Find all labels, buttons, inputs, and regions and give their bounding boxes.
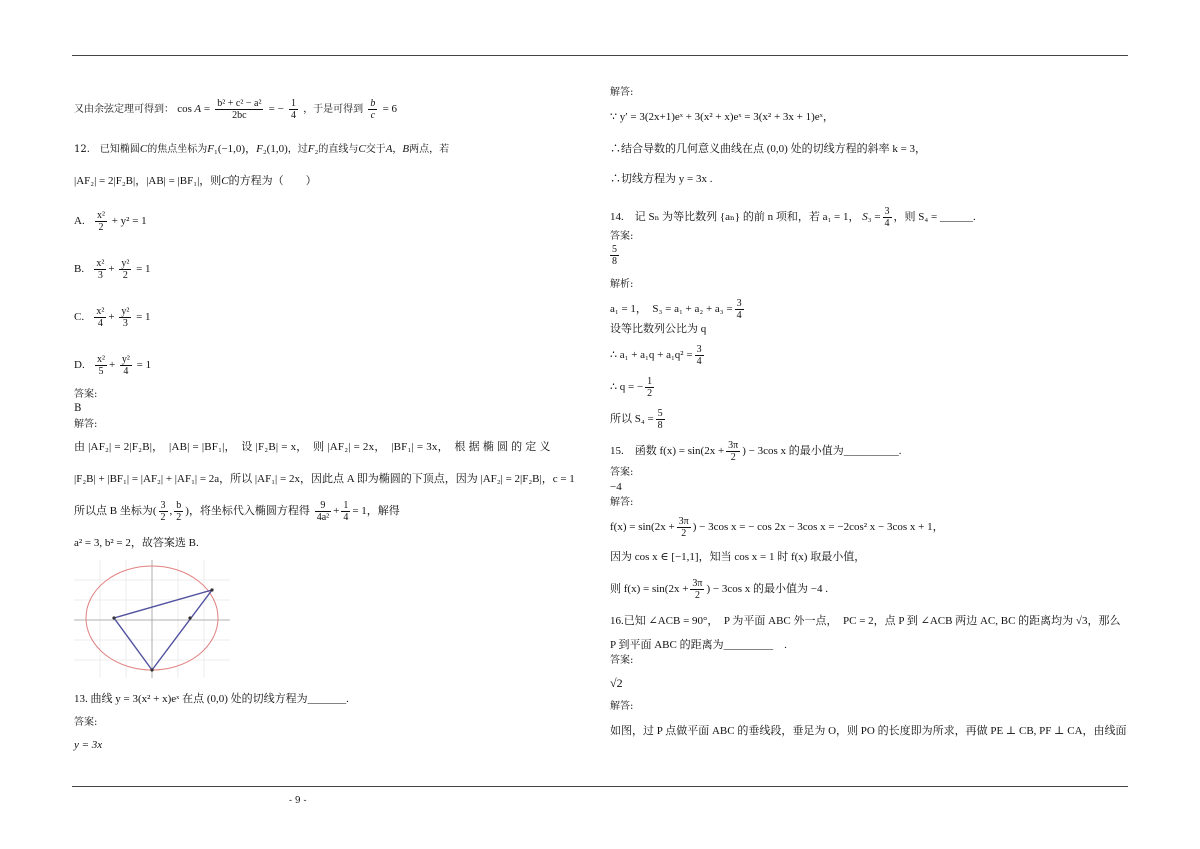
solution-line-1: 由 |AF₂| = 2|F₂B|， |AB| = |BF₁|， 设 |F₂B| = x， 则 |AF₂| = 2x， |BF₁| = 3x， 根 据 椭 圆 的 定 义 (74, 441, 551, 453)
question-16-line-1: 16.已知 ∠ACB = 90°， P 为平面 ABC 外一点， PC = 2，点 P 到 ∠ACB 两边 AC, BC 的距离均为 √3，那么 (610, 615, 1121, 627)
fraction: $\frac{3}{2}$ (160, 500, 166, 523)
option-a (74, 210, 147, 233)
cosine-law-line: 又由余弦定理可得到： cos A = $\frac{\text{b² + c² − a²}}{2bc}$ = − $\frac{1}{4}$ ，于是可得到 $\frac{b}{c}$ = 6 (74, 98, 398, 121)
text: 的方程为（ ） (228, 175, 317, 187)
text: 4 (123, 366, 129, 377)
option-c: C. $\frac{\text{x²}}{4}$ + $\frac{\text{y²}}{3}$ = 1 (74, 306, 151, 329)
answer-value: B (74, 403, 82, 414)
question-16-line-2: P 到平面 ABC 的距离为_________ . (610, 639, 787, 651)
fraction: $\frac{\text{y²}}{3}$ (121, 306, 130, 329)
option-label: A. (74, 215, 85, 228)
text: 交于 (365, 144, 386, 155)
text: 5 (612, 244, 617, 255)
text: ∴ q = − (610, 381, 644, 394)
analysis-line-5 (610, 408, 667, 431)
header-rule (72, 55, 1128, 56)
text: = 1 (136, 263, 151, 276)
text: ) − 3cos x 的最小值为__________. (742, 445, 902, 458)
text: ) − 3cos x = − cos 2x − 3cos x = −2cos² x − 3cos x + 1， (692, 521, 944, 534)
slope-line: ∴结合导数的几何意义曲线在点 (0,0) 处的切线方程的斜率 k = 3， (610, 143, 927, 155)
fraction: $\frac{\text{b² + c² − a²}}{2bc}$ (217, 98, 262, 121)
text: 4 (97, 318, 103, 329)
point-a (150, 668, 153, 671)
text: = 1 (136, 311, 151, 324)
q16-answer: √2 (610, 676, 623, 690)
text: ，将坐标代入椭圆方程得 (188, 505, 310, 518)
q14-answer (610, 244, 619, 267)
text: ， (392, 144, 403, 155)
fraction: $\frac{\text{x²}}{5}$ (96, 354, 105, 377)
option-label: B. (74, 263, 85, 276)
solution-line-3: 所以点 B 坐标为( $\frac{3}{2}$ , $\frac{b}{2}$ )，将坐标代入椭圆方程得 $\frac{9}{\text{4a²}}$ + $\frac{1}{4}$ = 1，解得 (74, 500, 400, 523)
footer-rule (72, 786, 1128, 787)
q16-solution-1: 如图，过 P 点做平面 ABC 的垂线段，垂足为 O，则 PO 的长度即为所求，再做 PE ⊥ CB, PF ⊥ CA，由线面 (610, 725, 1127, 737)
analysis-label: 解析: (610, 279, 634, 290)
tangent-line: ∴切线方程为 y = 3x . (610, 173, 713, 185)
analysis-line-2: 设等比数列公比为 q (610, 323, 707, 335)
q15-solution-2: 因为 cos x ∈ [−1,1]，知当 cos x = 1 时 f(x) 取最小值， (610, 551, 866, 563)
point-b (210, 588, 213, 591)
text: + y² = 1 (111, 215, 147, 228)
text: 15. 函数 f(x) = sin(2x + (610, 445, 725, 458)
text: 又由余弦定理可得到： (74, 104, 174, 115)
text: 12. 已知椭圆 (74, 144, 140, 155)
q15-solution-3 (610, 578, 828, 601)
fraction: $\frac{\text{x²}}{4}$ (96, 306, 105, 329)
fraction: $\frac{3}{4}$ (696, 344, 702, 367)
fraction: $\frac{3\pi}{2}$ (678, 516, 689, 539)
text: 2 (122, 270, 128, 281)
text: 8 (612, 256, 617, 267)
answer-label: 答案: (74, 389, 98, 400)
text: ，则 S₄ = ______. (893, 211, 976, 224)
q16-solution-label: 解答: (610, 701, 634, 712)
solution-line-4: a² = 3, b² = 2，故答案选 B. (74, 537, 199, 549)
text: f(x) = sin(2x + (610, 521, 675, 534)
fraction: $\frac{3}{4}$ (884, 206, 890, 229)
q15-solution-label: 解答: (610, 497, 634, 508)
triangle (114, 590, 212, 670)
q16-answer-label: 答案: (610, 655, 634, 666)
text: |AF₂| = 2|F₂B|，|AB| = |BF₁|，则 (74, 175, 222, 187)
text: 3 (122, 318, 128, 329)
text: 14. 记 Sₙ 为等比数列 {aₙ} 的前 n 项和，若 a₁ = 1， (610, 211, 860, 224)
point-f2 (188, 616, 191, 619)
solution-label: 解答: (74, 419, 98, 430)
q15-solution-1 (610, 516, 944, 539)
fraction: $\frac{\text{y²}}{4}$ (121, 354, 130, 377)
solution-line-2: |F₂B| + |BF₁| = |AF₂| + |AF₁| = 2a，所以 |AF₁| = 2x，因此点 A 即为椭圆的下顶点，因为 |AF₂| = 2|F₂B|，c = 1 (74, 473, 575, 485)
option-b: B. $\frac{\text{x²}}{3}$ + $\frac{\text{y²}}{2}$ = 1 (74, 258, 151, 281)
fraction: $\frac{b}{c}$ (370, 98, 376, 121)
option-label: D. (74, 359, 85, 372)
option-label: C. (74, 311, 85, 324)
fraction: $\frac{\text{x²}}{2}$ (96, 210, 105, 233)
question-12: 12. 已知椭圆C的焦点坐标为F₁(−1,0)，F₂(1,0)，过F₂的直线与C交于A，B两点，若 (74, 143, 450, 155)
point-f1 (112, 616, 115, 619)
text: 则 f(x) = sin(2x + (610, 583, 689, 596)
fraction: $\frac{\text{y²}}{2}$ (121, 258, 130, 281)
fraction (610, 244, 619, 267)
text: 两点，若 (409, 144, 450, 155)
fraction: $\frac{\text{x²}}{3}$ (96, 258, 105, 281)
text: = 6 (382, 103, 398, 115)
question-15 (610, 440, 902, 463)
fraction: $\frac{3\pi}{2}$ (728, 440, 739, 463)
fraction: $\frac{1}{4}$ (291, 98, 296, 121)
text: = 1，解得 (352, 505, 400, 518)
q13-answer-label: 答案: (74, 717, 98, 728)
text: ，于是可得到 (303, 104, 364, 115)
ellipse-figure (74, 560, 230, 678)
q15-answer-label: 答案: (610, 467, 634, 478)
text: a₁ = 1， S₃ = a₁ + a₂ + a₃ = (610, 303, 733, 316)
text: 所以 S₄ = (610, 413, 654, 426)
question-14: 14. 记 Sₙ 为等比数列 {aₙ} 的前 n 项和，若 a₁ = 1， S₃ = $\frac{3}{4}$ ，则 S₄ = ______. (610, 206, 976, 229)
question-13: 13. 曲线 y = 3(x² + x)eˣ 在点 (0,0) 处的切线方程为_______. (74, 693, 349, 705)
fraction: $\frac{3\pi}{2}$ (692, 578, 703, 601)
text: 2 (98, 222, 104, 233)
q13-answer: y = 3x (74, 739, 103, 751)
fraction: $\frac{1}{2}$ (647, 376, 653, 399)
question-12-condition: |AF₂| = 2|F₂B|，|AB| = |BF₁|，则C的方程为（ ） (74, 175, 317, 187)
analysis-line-1 (610, 298, 746, 321)
fraction: $\frac{1}{4}$ (343, 500, 349, 523)
q14-answer-label: 答案: (610, 231, 634, 242)
q15-answer: −4 (610, 481, 622, 493)
page-number: - 9 - (289, 796, 307, 806)
text: ∴ a₁ + a₁q + a₁q² = (610, 349, 693, 362)
fraction: $\frac{b}{2}$ (176, 500, 182, 523)
text: 3 (97, 270, 103, 281)
text: 所以点 B 坐标为 (74, 505, 153, 518)
text: 的直线与 (318, 144, 359, 155)
option-d: D. $\frac{\text{x²}}{5}$ + $\frac{\text{y²}}{4}$ = 1 (74, 354, 152, 377)
text: 5 (98, 366, 104, 377)
text: = 1 (136, 359, 152, 372)
text: ) − 3cos x 的最小值为 −4 . (706, 583, 828, 596)
text: 的焦点坐标为 (147, 144, 208, 155)
solution-label: 解答: (610, 87, 634, 98)
derivative-line: ∵ y′ = 3(2x+1)eˣ + 3(x² + x)eˣ = 3(x² + 3x + 1)eˣ， (610, 111, 834, 123)
text: ，过 (287, 144, 308, 155)
fraction: $\frac{5}{8}$ (657, 408, 663, 431)
fraction: $\frac{9}{\text{4a²}}$ (316, 500, 330, 523)
fraction: $\frac{3}{4}$ (736, 298, 742, 321)
analysis-line-4 (610, 376, 656, 399)
analysis-line-3 (610, 344, 706, 367)
